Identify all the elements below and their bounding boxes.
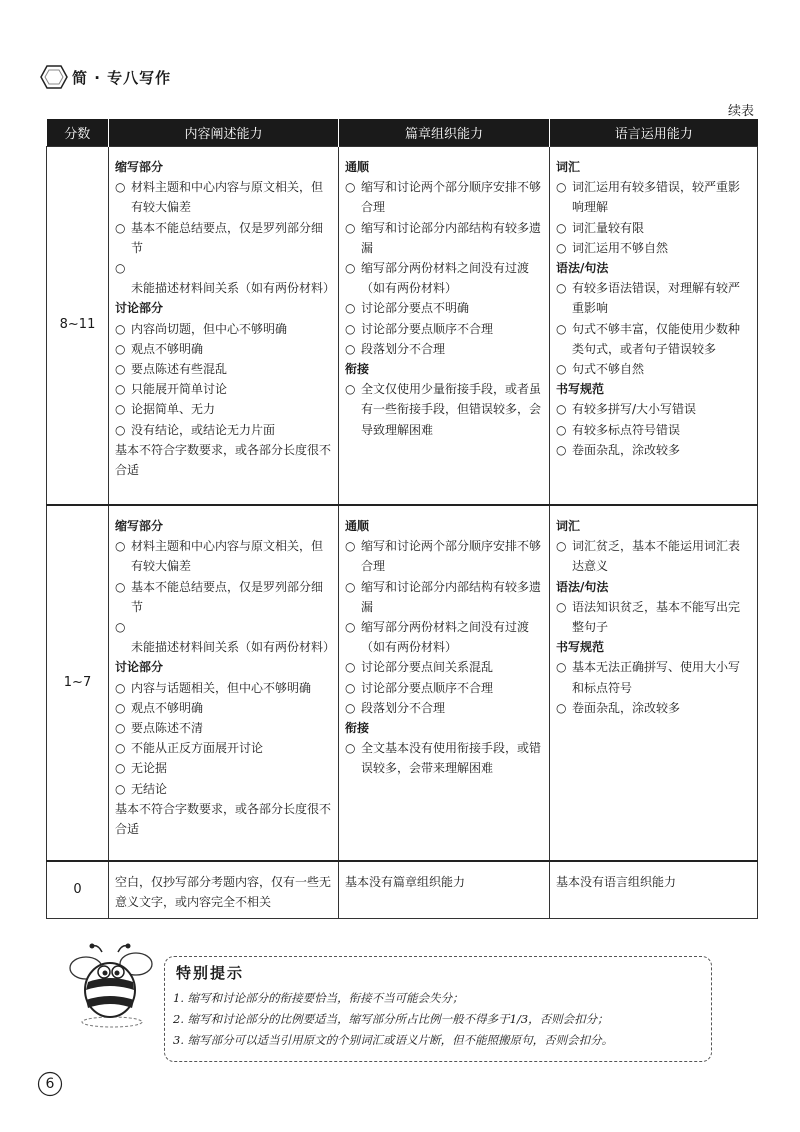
criteria-heading: 缩写部分	[115, 160, 164, 174]
criteria-heading: 讨论部分	[115, 301, 164, 316]
criteria-item: ○ 论据简单、无力	[115, 399, 332, 419]
criteria-item: ○ 卷面杂乱，涂改较多	[556, 440, 751, 460]
criteria-item: ○ 有较多语法错误，对理解有较严重影响	[556, 278, 751, 318]
organization-cell	[339, 147, 550, 506]
score-cell: 0	[47, 861, 109, 919]
criteria-item: ○ 观点不够明确	[115, 698, 332, 718]
criteria-item: ○ 段落划分不合理	[345, 698, 543, 718]
tip-line: 1. 缩写和讨论部分的衔接要恰当，衔接不当可能会失分；	[173, 991, 464, 1005]
criteria-text: 基本不符合字数要求，或各部分长度很不合适	[115, 442, 332, 478]
language-cell	[550, 505, 758, 861]
criteria-item: ○ 讨论部分要点不明确	[345, 298, 543, 318]
tip-line: 3. 缩写部分可以适当引用原文的个别词汇或语义片断，但不能照搬原句，否则会扣分。	[173, 1033, 614, 1047]
criteria-item: ○ 基本无法正确拼写、使用大小写和标点符号	[556, 657, 751, 697]
criteria-heading: 词汇	[556, 160, 581, 174]
criteria-text: 基本没有篇章组织能力	[345, 875, 466, 889]
table-row	[47, 861, 758, 919]
table-row	[47, 147, 758, 506]
criteria-item: ○ 观点不够明确	[115, 339, 332, 359]
scoring-table	[46, 119, 758, 919]
criteria-text: 基本不符合字数要求，或各部分长度很不合适	[115, 801, 332, 837]
criteria-item: ○ 缩写和讨论两个部分顺序安排不够合理	[345, 177, 543, 217]
criteria-item: ○ 材料主题和中心内容与原文相关，但有较大偏差	[115, 177, 332, 217]
criteria-item: ○ 讨论部分要点顺序不合理	[345, 678, 543, 698]
criteria-item: ○ 卷面杂乱，涂改较多	[556, 698, 751, 718]
criteria-item: ○ 全文仅使用少量衔接手段，或者虽有一些衔接手段，但错误较多，会导致理解困难	[345, 379, 543, 440]
criteria-item: ○ 基本不能总结要点，仅是罗列部分细节	[115, 218, 332, 258]
criteria-heading: 词汇	[556, 519, 581, 533]
criteria-item: ○ 缩写和讨论部分内部结构有较多遗漏	[345, 577, 543, 617]
criteria-heading: 书写规范	[556, 640, 605, 655]
criteria-heading: 语法/句法	[556, 261, 609, 276]
criteria-item: ○ 词汇运用不够自然	[556, 238, 751, 258]
criteria-item: ○ 缩写和讨论部分内部结构有较多遗漏	[345, 218, 543, 258]
criteria-item: ○ 不能从正反方面展开讨论	[115, 738, 332, 758]
header-language: 语言运用能力	[550, 119, 758, 147]
criteria-item: ○ 缩写和讨论两个部分顺序安排不够合理	[345, 536, 543, 576]
organization-cell	[339, 505, 550, 861]
criteria-item: ○ 内容与话题相关，但中心不够明确	[115, 678, 332, 698]
criteria-item: ○ 无论据	[115, 758, 332, 778]
page-number	[36, 1070, 64, 1098]
criteria-item: ○ 要点陈述有些混乱	[115, 359, 332, 379]
tip-title: 特别提示	[176, 964, 245, 982]
tip-line: 2. 缩写和讨论部分的比例要适当，缩写部分所占比例一般不得多于1/3，否则会扣分；	[173, 1012, 609, 1026]
score-cell: 1~7	[47, 505, 109, 861]
organization-cell	[339, 861, 550, 919]
criteria-heading: 书写规范	[556, 382, 605, 397]
language-cell	[550, 147, 758, 506]
criteria-heading: 通顺	[345, 160, 370, 174]
header-score: 分数	[47, 119, 109, 147]
criteria-item: ○ 讨论部分要点顺序不合理	[345, 319, 543, 339]
criteria-heading: 讨论部分	[115, 660, 164, 675]
continued-label: 续表	[727, 104, 754, 119]
criteria-heading: 衔接	[345, 721, 370, 736]
criteria-heading: 通顺	[345, 519, 370, 533]
criteria-item: ○ 词汇量较有限	[556, 218, 751, 238]
criteria-item: ○ 缩写部分两份材料之间没有过渡（如有两份材料）	[345, 617, 543, 657]
table-header-row	[47, 119, 758, 147]
content-cell	[109, 861, 339, 919]
bee-illustration-icon	[60, 938, 164, 1034]
criteria-heading: 语法/句法	[556, 579, 609, 594]
section-header	[40, 60, 171, 94]
section-title: 简 · 专八写作	[72, 68, 172, 87]
content-cell	[109, 147, 339, 506]
criteria-item: ○ 段落划分不合理	[345, 339, 543, 359]
criteria-item: ○ 句式不够自然	[556, 359, 751, 379]
criteria-heading: 缩写部分	[115, 519, 164, 533]
tip-list	[173, 988, 613, 1051]
language-cell	[550, 861, 758, 919]
criteria-item: ○ 有较多拼写/大小写错误	[556, 399, 751, 419]
table-row	[47, 505, 758, 861]
criteria-item: ○ 词汇运用有较多错误，较严重影响理解	[556, 177, 751, 217]
hexagon-icon	[40, 65, 68, 89]
criteria-item: ○ 材料主题和中心内容与原文相关，但有较大偏差	[115, 536, 332, 576]
content-cell	[109, 505, 339, 861]
criteria-heading: 衔接	[345, 362, 370, 377]
score-cell: 8~11	[47, 147, 109, 506]
criteria-item: ○ 无结论	[115, 779, 332, 799]
criteria-text: 空白，仅抄写部分考题内容，仅有一些无意义文字，或内容完全不相关	[115, 875, 332, 910]
criteria-item: ○ 讨论部分要点间关系混乱	[345, 657, 543, 677]
criteria-item: ○ 缩写部分两份材料之间没有过渡（如有两份材料）	[345, 258, 543, 298]
criteria-item: ○ 未能描述材料间关系（如有两份材料）	[115, 617, 332, 657]
criteria-item: ○ 只能展开简单讨论	[115, 379, 332, 399]
criteria-item: ○ 未能描述材料间关系（如有两份材料）	[115, 258, 332, 298]
header-content: 内容阐述能力	[109, 119, 339, 147]
criteria-item: ○ 没有结论，或结论无力片面	[115, 420, 332, 440]
criteria-item: ○ 有较多标点符号错误	[556, 420, 751, 440]
page-number-text: 6	[45, 1076, 55, 1092]
criteria-item: ○ 基本不能总结要点，仅是罗列部分细节	[115, 577, 332, 617]
criteria-item: ○ 内容尚切题，但中心不够明确	[115, 319, 332, 339]
criteria-item: ○ 语法知识贫乏，基本不能写出完整句子	[556, 597, 751, 637]
criteria-text: 基本没有语言组织能力	[556, 875, 677, 889]
header-organization: 篇章组织能力	[339, 119, 550, 147]
criteria-item: ○ 词汇贫乏，基本不能运用词汇表达意义	[556, 536, 751, 576]
criteria-item: ○ 要点陈述不清	[115, 718, 332, 738]
criteria-item: ○ 全文基本没有使用衔接手段，或错误较多，会带来理解困难	[345, 738, 543, 778]
criteria-item: ○ 句式不够丰富，仅能使用少数种类句式，或者句子错误较多	[556, 319, 751, 359]
